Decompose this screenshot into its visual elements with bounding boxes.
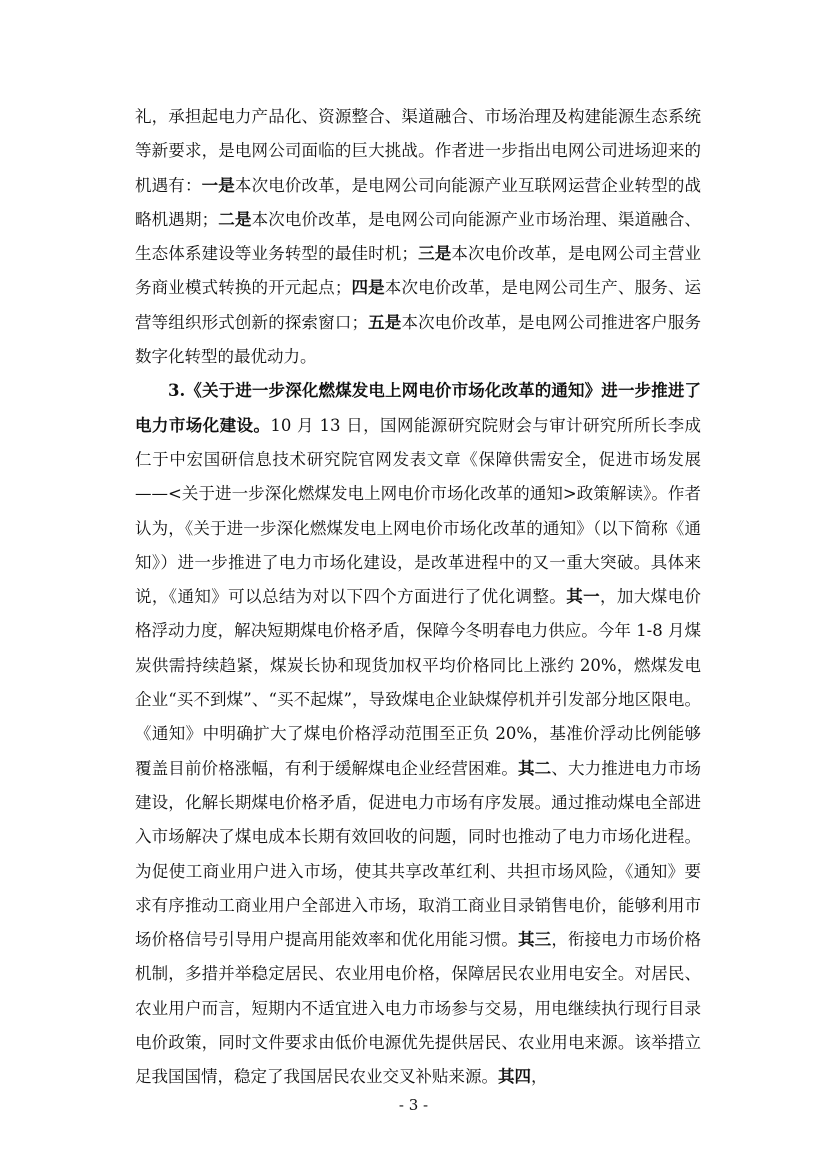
- text-run: 本次电价改革，是电网公司主营业务商业模式转换的开元起点；: [135, 244, 702, 298]
- bold-text-run: 3.《关于进一步深化燃煤发电上网电价市场化改革的通知》进一步推进了电力市场化建设。: [135, 381, 701, 435]
- text-run: ，衔接电力市场价格机制，多措并举稳定居民、农业用电价格，保障居民农业用电安全。对居民、农业用户而言，短期内不适宜进入电力市场参与交易，用电继续执行现行目录电价政策，同时文件要求由低价电源优先提供居民、农业用电来源。该举措立足我国国情，稳定了我国居民农业交叉补贴来源。: [135, 930, 702, 1087]
- text-run: 本次电价改革，是电网公司向能源产业市场治理、渠道融合、生态体系建设等业务转型的最佳时机；: [135, 209, 702, 264]
- bold-text-run: 其四: [498, 1067, 531, 1087]
- bold-text-run: 一是: [201, 175, 235, 195]
- bold-text-run: 其二: [518, 758, 552, 778]
- paragraph-opportunities: [135, 100, 701, 374]
- bold-text-run: 二是: [218, 209, 252, 229]
- text-run: 本次电价改革，是电网公司推进客户服务数字化转型的最优动力。: [135, 312, 702, 367]
- text-run: 、大力推进电力市场建设，化解长期煤电价格矛盾，促进电力市场有序发展。通过推动煤电全部进入市场解决了煤电成本长期有效回收的问题，同时也推动了电力市场化进程。为促使工商业用户进入市场，使其共享改革红利、共担市场风险，《通知》要求有序推动工商业用户全部进入市场，取消工商业目录销售电价，能够利用市场价格信号引导用户提高用能效率和优化用能习惯。: [135, 758, 702, 950]
- text-run: 10 月 13 日，国网能源研究院财会与审计研究所所长李成仁于中宏国研信息技术研究院官网发表文章《保障供需安全，促进市场发展——<关于进一步深化燃煤发电上网电价市场化改革的通知>政策解读》。作者认为，《关于进一步深化燃煤发电上网电价市场化改革的通知》（以下简称《通知》）进一步推进了电力市场化建设，是改革进程中的又一重大突破。具体来说，《通知》可以总结为对以下四个方面进行了优化调整。: [135, 415, 702, 607]
- text-run: ，: [531, 1067, 548, 1087]
- bold-text-run: 其一: [566, 587, 601, 607]
- text-run: 礼，承担起电力产品化、资源整合、渠道融合、市场治理及构建能源生态系统等新要求，是电网公司面临的巨大挑战。作者进一步指出电网公司进场迎来的机遇有：: [135, 107, 701, 195]
- body-text: [135, 100, 701, 1095]
- text-run: 本次电价改革，是电网公司生产、服务、运营等组织形式创新的探索窗口；: [135, 278, 702, 332]
- text-run: ，加大煤电价格浮动力度，解决短期煤电价格矛盾，保障今冬明春电力供应。今年 1-8 月煤炭供需持续趋紧，煤炭长协和现货加权平均价格同比上涨约 20%，燃煤发电企业“买不到煤”、“买不起煤”，导致煤电企业缺煤停机并引发部分地区限电。《通知》中明确扩大了煤电价格浮动范围至正负 20%，基准价浮动比例能够覆盖目前价格涨幅，有利于缓解煤电企业经营困难。: [135, 587, 702, 778]
- bold-text-run: 四是: [351, 278, 385, 298]
- bold-text-run: 其三: [518, 930, 552, 950]
- text-run: 本次电价改革，是电网公司向能源产业互联网运营企业转型的战略机遇期；: [135, 175, 702, 229]
- paragraph-notice-section: [135, 374, 701, 1094]
- page-number: - 3 -: [398, 1096, 429, 1114]
- bold-text-run: 三是: [417, 244, 452, 264]
- bold-text-run: 五是: [367, 312, 402, 332]
